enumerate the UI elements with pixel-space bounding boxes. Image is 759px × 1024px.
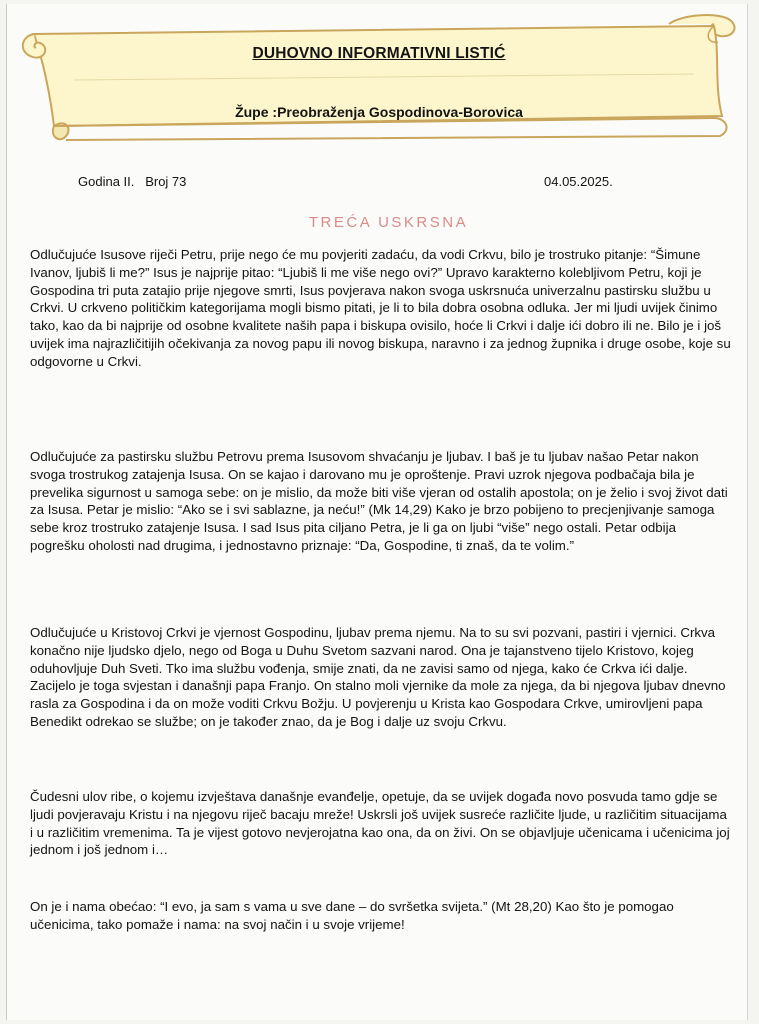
paragraph-text: On je i nama obećao: “I evo, ja sam s vama u sve dane – do svršetka svijeta.” (Mt 28,20) Kao što je pomogao učenicima, tako pomaže i nama: na svoj način i u svoje vrijeme!	[30, 899, 674, 932]
issue-date: 04.05.2025.	[544, 174, 613, 189]
bulletin-title: DUHOVNO INFORMATIVNI LISTIĆ	[252, 45, 506, 62]
paragraph-text: Odlučujuće Isusove riječi Petru, prije nego će mu povjeriti zadaću, da vodi Crkvu, bilo je trostruko pitanje: “Šimune Ivanov, ljubiš li me?” Isus je najprije pitao: “Ljubiš li me više nego ovi?” Upravo karakterno kolebljivom Petru, koji je Gospodina tri puta zatajio prije njegove smrti, Isus povjerava nakon svoga uskrsnuća univerzalnu pastirsku službu u Crkvi. U crkveno političkim kategorijama mogli bismo pitati, je li to bila dobra osobna odluka. Jer mi ljudi uvijek činimo tako, kao da bi najprije od osobne kvalitete naših papa i biskupa ovisilo, hoće li Crkvi i dalje ići dobro ili ne. Bilo je i još uvijek ima najrazličitijih očekivanja za novog papu ili novog biskupa, naravno i za jednog župnika i druge osobe, koje su odgovorne u Crkvi.	[30, 247, 731, 369]
header-banner	[14, 14, 744, 146]
parish-subtitle: Župe :Preobraženja Gospodinova-Borovica	[235, 104, 523, 120]
paragraph-1	[30, 246, 732, 371]
paragraph-text: Odlučujuće za pastirsku službu Petrovu prema Isusovom shvaćanju je ljubav. I baš je tu ljubav našao Petar nakon svoga trostrukog zatajenja Isusa. On se kajao i darovano mu je oproštenje. Pravi uzrok njegova podbačaja bila je prevelika sigurnost u samoga sebe: on je mislio, da može biti više vjeran od ostalih apostola; on je želio i svoj život dati za Isusa. Petar je mislio: “Ako se i svi sablazne, ja neću!” (Mk 14,29) Kako je brzo pobijeno to precjenjivanje samoga sebe kroz trostruko zatajenje Isusa. I sad Isus pita ciljano Petra, je li ga on ljubi “više” nego ostali. Petar odbija pogrešku oholosti nad drugima, i jednostavno priznaje: “Da, Gospodine, ti znaš, da te volim.”	[30, 449, 728, 553]
paragraph-3	[30, 624, 732, 731]
paragraph-4	[30, 788, 732, 859]
paragraph-5	[30, 898, 732, 934]
paragraph-text: Čudesni ulov ribe, o kojemu izvještava današnje evanđelje, opetuje, da se uvijek događa novo posvuda tamo gdje se ljudi povjeravaju Kristu i na njegovu riječ bacaju mreže! Uskrsli još uvijek susreće različite ljude, u različitim situacijama i u različitim vremenima. Ta je vijest gotovo nevjerojatna kao ona, da on živi. On se objavljuje učenicama i učenicima joj jednom i još jednom i…	[30, 789, 730, 858]
section-title: TREĆA USKRSNA	[308, 214, 469, 231]
paragraph-text: Odlučujuće u Kristovoj Crkvi je vjernost Gospodinu, ljubav prema njemu. Na to su svi pozvani, pastiri i vjernici. Crkva konačno nije ljudsko djelo, nego od Boga u Duhu Svetom sazvani narod. Ona je tajanstveno tijelo Kristovo, kojeg oduhovljuje Duh Sveti. Tko ima službu vođenja, smije znati, da ne zavisi samo od njega, kako će Crkva ići dalje. Zacijelo je toga svjestan i današnji papa Franjo. On stalno moli vjernike da mole za njega, da bi njegova ljubav dnevno rasla za Gospodina i da on može voditi Crkvu Božju. U povjerenju u Krista kao Gospodara Crkve, umirovljeni papa Benedikt odrekao se službe; on je također znao, da je Bog i dalje uz svoju Crkvu.	[30, 625, 726, 729]
year-issue: Godina II. Broj 73	[78, 174, 187, 189]
scroll-banner-icon	[14, 14, 744, 146]
paragraph-2	[30, 448, 732, 555]
